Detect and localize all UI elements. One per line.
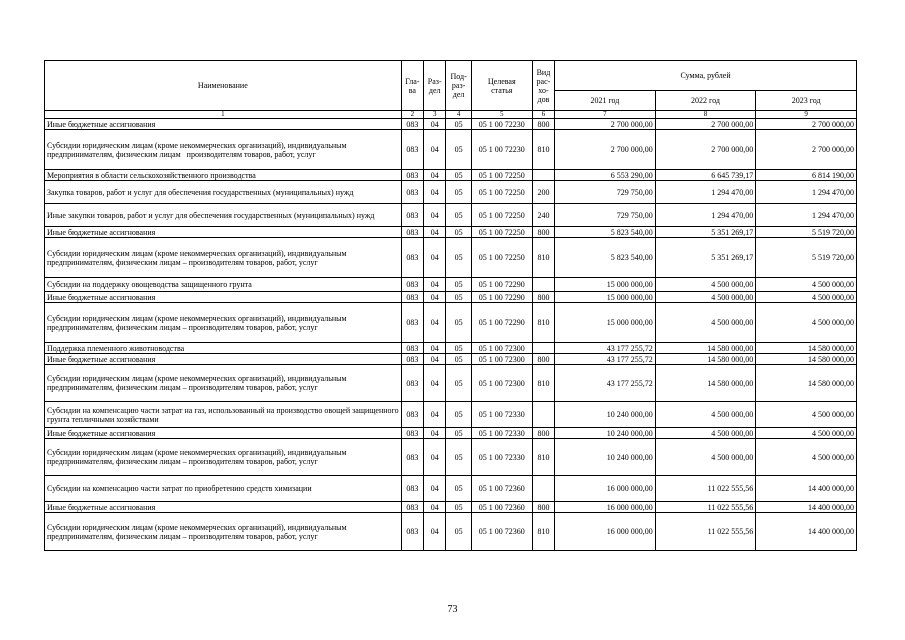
- header-year-2022: 2022 год: [655, 91, 756, 111]
- row-name: Субсидии на компенсацию части затрат по приобретению средств химизации: [45, 476, 402, 502]
- row-sum-2023: 4 500 000,00: [756, 439, 857, 476]
- row-sum-2022: 2 700 000,00: [655, 130, 756, 170]
- row-subsection: 05: [446, 502, 471, 513]
- row-chapter: 083: [401, 502, 423, 513]
- row-section: 04: [424, 354, 446, 365]
- row-sum-2022: 6 645 739,17: [655, 170, 756, 181]
- row-subsection: 05: [446, 238, 471, 278]
- row-sum-2023: 2 700 000,00: [756, 130, 857, 170]
- row-name: Поддержка племенного животноводства: [45, 343, 402, 354]
- table-row: [45, 119, 857, 130]
- row-sum-2023: 14 400 000,00: [756, 513, 857, 551]
- column-index-cell: 2: [401, 111, 423, 119]
- row-chapter: 083: [401, 119, 423, 130]
- column-index-row: [45, 111, 857, 119]
- row-expense-type: 800: [532, 292, 554, 303]
- row-chapter: 083: [401, 292, 423, 303]
- row-sum-2021: 43 177 255,72: [555, 365, 656, 402]
- row-name: Закупка товаров, работ и услуг для обеспечения государственных (муниципальных) нужд: [45, 181, 402, 204]
- column-index-cell: 8: [655, 111, 756, 119]
- table-row: [45, 428, 857, 439]
- table-row: [45, 278, 857, 292]
- row-target-article: 05 1 00 72250: [471, 204, 532, 227]
- row-expense-type: 800: [532, 119, 554, 130]
- table-row: [45, 227, 857, 238]
- row-sum-2022: 11 022 555,56: [655, 476, 756, 502]
- row-name: Субсидии юридическим лицам (кроме некоммерческих организаций), индивидуальным предпринимателям, физическим лицам – производителям товаров, работ, услуг: [45, 303, 402, 343]
- row-sum-2022: 4 500 000,00: [655, 303, 756, 343]
- row-target-article: 05 1 00 72300: [471, 354, 532, 365]
- row-target-article: 05 1 00 72250: [471, 227, 532, 238]
- page-number: 73: [447, 604, 458, 615]
- row-sum-2023: 4 500 000,00: [756, 303, 857, 343]
- row-sum-2023: 14 580 000,00: [756, 365, 857, 402]
- header-year-2023: 2023 год: [756, 91, 857, 111]
- row-sum-2022: 14 580 000,00: [655, 354, 756, 365]
- column-index-cell: 7: [555, 111, 656, 119]
- table-row: [45, 354, 857, 365]
- row-chapter: 083: [401, 170, 423, 181]
- row-subsection: 05: [446, 119, 471, 130]
- row-sum-2023: 14 580 000,00: [756, 343, 857, 354]
- row-sum-2021: 5 823 540,00: [555, 227, 656, 238]
- table-row: [45, 439, 857, 476]
- row-sum-2023: 1 294 470,00: [756, 204, 857, 227]
- row-chapter: 083: [401, 354, 423, 365]
- row-expense-type: 810: [532, 303, 554, 343]
- row-subsection: 05: [446, 439, 471, 476]
- row-subsection: 05: [446, 204, 471, 227]
- row-sum-2021: 729 750,00: [555, 204, 656, 227]
- row-subsection: 05: [446, 227, 471, 238]
- row-expense-type: [532, 170, 554, 181]
- row-sum-2022: 1 294 470,00: [655, 181, 756, 204]
- row-subsection: 05: [446, 354, 471, 365]
- row-sum-2023: 4 500 000,00: [756, 402, 857, 428]
- column-index-cell: 5: [471, 111, 532, 119]
- row-name: Иные бюджетные ассигнования: [45, 428, 402, 439]
- row-section: 04: [424, 439, 446, 476]
- row-sum-2023: 5 519 720,00: [756, 238, 857, 278]
- row-section: 04: [424, 170, 446, 181]
- table-row: [45, 292, 857, 303]
- row-section: 04: [424, 204, 446, 227]
- row-name: Субсидии на поддержку овощеводства защищенного грунта: [45, 278, 402, 292]
- row-sum-2023: 4 500 000,00: [756, 428, 857, 439]
- row-sum-2021: 5 823 540,00: [555, 238, 656, 278]
- row-section: 04: [424, 292, 446, 303]
- row-name: Субсидии на компенсацию части затрат на газ, использованный на производство овощей защищенного грунта тепличными хозяйствами: [45, 402, 402, 428]
- row-subsection: 05: [446, 402, 471, 428]
- row-sum-2021: 16 000 000,00: [555, 502, 656, 513]
- row-chapter: 083: [401, 204, 423, 227]
- row-chapter: 083: [401, 181, 423, 204]
- column-index-cell: 6: [532, 111, 554, 119]
- row-target-article: 05 1 00 72230: [471, 119, 532, 130]
- row-sum-2023: 14 400 000,00: [756, 476, 857, 502]
- row-name: Иные бюджетные ассигнования: [45, 119, 402, 130]
- row-sum-2023: 2 700 000,00: [756, 119, 857, 130]
- row-sum-2022: 11 022 555,56: [655, 502, 756, 513]
- row-sum-2023: 1 294 470,00: [756, 181, 857, 204]
- row-sum-2021: 2 700 000,00: [555, 119, 656, 130]
- row-sum-2022: 5 351 269,17: [655, 227, 756, 238]
- column-index-cell: 9: [756, 111, 857, 119]
- row-sum-2021: 15 000 000,00: [555, 278, 656, 292]
- row-section: 04: [424, 365, 446, 402]
- row-target-article: 05 1 00 72250: [471, 170, 532, 181]
- row-chapter: 083: [401, 227, 423, 238]
- row-sum-2021: 15 000 000,00: [555, 292, 656, 303]
- row-sum-2021: 729 750,00: [555, 181, 656, 204]
- row-expense-type: 810: [532, 439, 554, 476]
- row-name: Иные бюджетные ассигнования: [45, 502, 402, 513]
- row-name: Мероприятия в области сельскохозяйственного производства: [45, 170, 402, 181]
- row-expense-type: [532, 278, 554, 292]
- table-row: [45, 238, 857, 278]
- row-chapter: 083: [401, 238, 423, 278]
- row-chapter: 083: [401, 428, 423, 439]
- row-section: 04: [424, 428, 446, 439]
- row-sum-2022: 5 351 269,17: [655, 238, 756, 278]
- row-subsection: 05: [446, 130, 471, 170]
- row-chapter: 083: [401, 402, 423, 428]
- header-chapter: Гла- ва: [401, 61, 423, 111]
- table-row: [45, 502, 857, 513]
- row-chapter: 083: [401, 130, 423, 170]
- row-sum-2022: 14 580 000,00: [655, 343, 756, 354]
- row-expense-type: 200: [532, 181, 554, 204]
- budget-table: [44, 60, 857, 551]
- row-name: Иные закупки товаров, работ и услуг для обеспечения государственных (муниципальных) нужд: [45, 204, 402, 227]
- row-expense-type: 800: [532, 502, 554, 513]
- row-target-article: 05 1 00 72290: [471, 278, 532, 292]
- row-sum-2021: 43 177 255,72: [555, 354, 656, 365]
- row-name: Субсидии юридическим лицам (кроме некоммерческих организаций), индивидуальным предпринимателям, физическим лицам – производителям товаров, работ, услуг: [45, 513, 402, 551]
- row-sum-2021: 10 240 000,00: [555, 428, 656, 439]
- row-section: 04: [424, 513, 446, 551]
- row-sum-2023: 6 814 190,00: [756, 170, 857, 181]
- row-section: 04: [424, 278, 446, 292]
- row-sum-2021: 2 700 000,00: [555, 130, 656, 170]
- row-subsection: 05: [446, 476, 471, 502]
- row-subsection: 05: [446, 278, 471, 292]
- row-subsection: 05: [446, 181, 471, 204]
- table-row: [45, 343, 857, 354]
- row-sum-2021: 10 240 000,00: [555, 439, 656, 476]
- row-sum-2022: 1 294 470,00: [655, 204, 756, 227]
- row-sum-2022: 4 500 000,00: [655, 292, 756, 303]
- row-sum-2022: 4 500 000,00: [655, 278, 756, 292]
- row-expense-type: 800: [532, 227, 554, 238]
- table-row: [45, 181, 857, 204]
- row-subsection: 05: [446, 513, 471, 551]
- row-section: 04: [424, 343, 446, 354]
- row-sum-2021: 10 240 000,00: [555, 402, 656, 428]
- row-chapter: 083: [401, 303, 423, 343]
- row-sum-2022: 14 580 000,00: [655, 365, 756, 402]
- row-sum-2021: 16 000 000,00: [555, 513, 656, 551]
- row-name: Иные бюджетные ассигнования: [45, 354, 402, 365]
- row-expense-type: 810: [532, 130, 554, 170]
- header-section: Раз- дел: [424, 61, 446, 111]
- table-row: [45, 204, 857, 227]
- row-chapter: 083: [401, 513, 423, 551]
- row-section: 04: [424, 119, 446, 130]
- row-subsection: 05: [446, 170, 471, 181]
- row-sum-2022: 4 500 000,00: [655, 402, 756, 428]
- row-target-article: 05 1 00 72360: [471, 513, 532, 551]
- row-sum-2023: 14 400 000,00: [756, 502, 857, 513]
- table-row: [45, 365, 857, 402]
- table-row: [45, 513, 857, 551]
- row-target-article: 05 1 00 72290: [471, 303, 532, 343]
- row-sum-2022: 11 022 555,56: [655, 513, 756, 551]
- row-expense-type: 800: [532, 354, 554, 365]
- row-target-article: 05 1 00 72360: [471, 476, 532, 502]
- row-subsection: 05: [446, 428, 471, 439]
- row-target-article: 05 1 00 72330: [471, 439, 532, 476]
- row-sum-2023: 5 519 720,00: [756, 227, 857, 238]
- row-target-article: 05 1 00 72290: [471, 292, 532, 303]
- row-subsection: 05: [446, 292, 471, 303]
- table-row: [45, 402, 857, 428]
- row-name: Субсидии юридическим лицам (кроме некоммерческих организаций), индивидуальным предпринимателям, физическим лицам – производителям товаров, работ, услуг: [45, 439, 402, 476]
- table-row: [45, 170, 857, 181]
- row-section: 04: [424, 402, 446, 428]
- row-sum-2022: 4 500 000,00: [655, 439, 756, 476]
- row-target-article: 05 1 00 72330: [471, 428, 532, 439]
- row-sum-2021: 15 000 000,00: [555, 303, 656, 343]
- row-target-article: 05 1 00 72230: [471, 130, 532, 170]
- row-chapter: 083: [401, 343, 423, 354]
- row-expense-type: 240: [532, 204, 554, 227]
- row-chapter: 083: [401, 476, 423, 502]
- row-section: 04: [424, 476, 446, 502]
- row-section: 04: [424, 130, 446, 170]
- row-section: 04: [424, 303, 446, 343]
- row-chapter: 083: [401, 439, 423, 476]
- header-target-article: Целевая статья: [471, 61, 532, 111]
- row-sum-2021: 43 177 255,72: [555, 343, 656, 354]
- row-name: Иные бюджетные ассигнования: [45, 227, 402, 238]
- row-section: 04: [424, 238, 446, 278]
- row-subsection: 05: [446, 303, 471, 343]
- row-section: 04: [424, 502, 446, 513]
- row-expense-type: [532, 402, 554, 428]
- table-row: [45, 130, 857, 170]
- header-sum: Сумма, рублей: [555, 61, 857, 91]
- row-subsection: 05: [446, 343, 471, 354]
- row-target-article: 05 1 00 72300: [471, 343, 532, 354]
- row-expense-type: 810: [532, 238, 554, 278]
- row-section: 04: [424, 227, 446, 238]
- row-subsection: 05: [446, 365, 471, 402]
- row-target-article: 05 1 00 72330: [471, 402, 532, 428]
- row-sum-2021: 16 000 000,00: [555, 476, 656, 502]
- row-target-article: 05 1 00 72250: [471, 181, 532, 204]
- header-expense-type: Вид рас- хо- дов: [532, 61, 554, 111]
- row-sum-2022: 2 700 000,00: [655, 119, 756, 130]
- row-expense-type: [532, 343, 554, 354]
- row-expense-type: 810: [532, 365, 554, 402]
- row-target-article: 05 1 00 72360: [471, 502, 532, 513]
- table-row: [45, 476, 857, 502]
- row-expense-type: 800: [532, 428, 554, 439]
- row-chapter: 083: [401, 365, 423, 402]
- row-section: 04: [424, 181, 446, 204]
- row-sum-2023: 4 500 000,00: [756, 278, 857, 292]
- row-expense-type: 810: [532, 513, 554, 551]
- row-name: Субсидии юридическим лицам (кроме некоммерческих организаций), индивидуальным предпринимателям, физическим лицам – производителям товаров, работ, услуг: [45, 238, 402, 278]
- column-index-cell: 1: [45, 111, 402, 119]
- column-index-cell: 4: [446, 111, 471, 119]
- row-sum-2022: 4 500 000,00: [655, 428, 756, 439]
- row-sum-2023: 14 580 000,00: [756, 354, 857, 365]
- header-year-2021: 2021 год: [555, 91, 656, 111]
- row-expense-type: [532, 476, 554, 502]
- row-target-article: 05 1 00 72300: [471, 365, 532, 402]
- column-index-cell: 3: [424, 111, 446, 119]
- table-row: [45, 303, 857, 343]
- row-sum-2021: 6 553 290,00: [555, 170, 656, 181]
- row-chapter: 083: [401, 278, 423, 292]
- header-name: Наименование: [45, 61, 402, 111]
- row-sum-2023: 4 500 000,00: [756, 292, 857, 303]
- row-name: Иные бюджетные ассигнования: [45, 292, 402, 303]
- header-subsection: Под- раз- дел: [446, 61, 471, 111]
- row-name: Субсидии юридическим лицам (кроме некоммерческих организаций), индивидуальным предпринимателям, физическим лицам производителям товаров, работ, услуг: [45, 130, 402, 170]
- row-name: Субсидии юридическим лицам (кроме некоммерческих организаций), индивидуальным предпринимателям, физическим лицам – производителям товаров, работ, услуг: [45, 365, 402, 402]
- row-target-article: 05 1 00 72250: [471, 238, 532, 278]
